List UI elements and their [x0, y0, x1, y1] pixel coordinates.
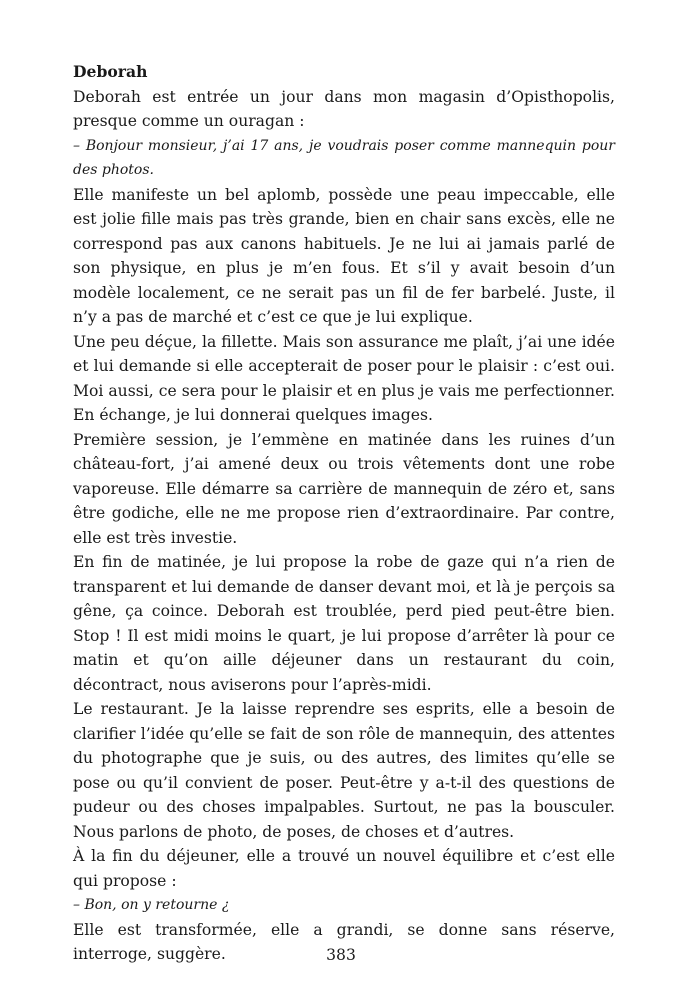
page-number: 383 [326, 946, 356, 964]
paragraph: Première session, je l’emmène en matinée dans les ruines d’un château-fort, j’ai amené deux ou trois vêtements dont une robe vaporeuse. Elle démarre sa carrière de mannequin de zéro et, sans être godiche, elle ne me propose rien d’extraordinaire. Par contre, elle est très investie. [73, 430, 615, 547]
page-body [73, 60, 615, 967]
paragraph: Elle manifeste un bel aplomb, possède une peau impeccable, elle est jolie fille mais pas très grande, bien en chair sans excès, elle ne correspond pas aux canons habituels. Je ne lui ai jamais parlé de son physique, en plus je m’en fous. Et s’il y avait besoin d’un modèle localement, ce ne serait pas un fil de fer barbelé. Juste, il n’y a pas de marché et c’est ce que je lui explique. [73, 185, 615, 326]
paragraph: Le restaurant. Je la laisse reprendre ses esprits, elle a besoin de clarifier l’idée qu’elle se fait de son rôle de mannequin, des attentes du photographe que je suis, ou des autres, des limites qu’elle se pose ou qu’il convient de poser. Peut-être y a-t-il des questions de pudeur ou des choses impalpables. Surtout, ne pas la bousculer. Nous parlons de photo, de poses, de choses et d’autres. [73, 700, 615, 841]
paragraph: Elle est transformée, elle a grandi, se donne sans réserve, interroge, suggère. [73, 920, 615, 963]
paragraph: Une peu déçue, la fillette. Mais son assurance me plaît, j’ai une idée et lui demande si elle accepterait de poser pour le plaisir : c’est oui. Moi aussi, ce sera pour le plaisir et en plus je vais me perfectionner. En échange, je lui donnerai quelques images. [73, 332, 615, 424]
paragraph: En fin de matinée, je lui propose la robe de gaze qui n’a rien de transparent et lui demande de danser devant moi, et là je perçois sa gêne, ça coince. Deborah est troublée, perd pied peut-être bien. Stop ! Il est midi moins le quart, je lui propose d’arrêter là pour ce matin et qu’on aille déjeuner dans un restaurant du coin, décontract, nous aviserons pour l’après-midi. [73, 553, 615, 694]
paragraph: À la fin du déjeuner, elle a trouvé un nouvel équilibre et c’est elle qui propose : [73, 847, 615, 890]
quote-paragraph: – Bon, on y retourne ¿ [73, 897, 230, 913]
paragraph: Deborah est entrée un jour dans mon magasin d’Opisthopolis, presque comme un ouragan : [73, 87, 615, 130]
section-title: Deborah [73, 62, 148, 81]
quote-paragraph: – Bonjour monsieur, j’ai 17 ans, je voudrais poser comme mannequin pour des photos. [73, 137, 615, 178]
